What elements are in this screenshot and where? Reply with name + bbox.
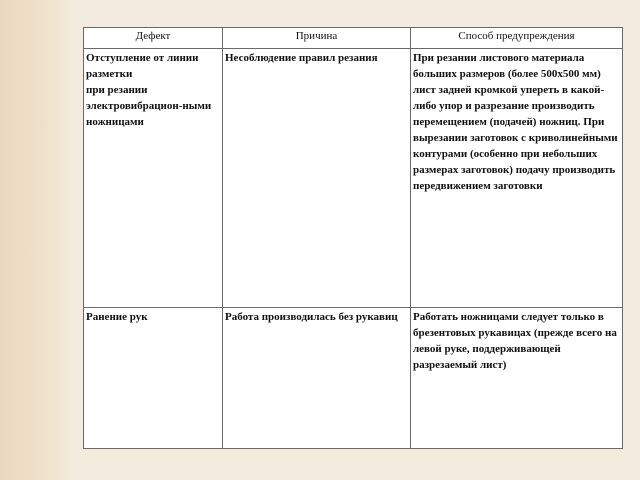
prevention-cell bbox=[411, 308, 623, 449]
defect-cell bbox=[84, 49, 223, 308]
defects-table-container bbox=[83, 27, 622, 447]
header-defect: Дефект bbox=[84, 28, 223, 49]
defects-table bbox=[83, 27, 623, 449]
table-header-row bbox=[84, 28, 623, 49]
header-prevention: Способ предупреждения bbox=[411, 28, 623, 49]
cause-cell bbox=[223, 308, 411, 449]
prevention-text: Работать ножницами следует только в брезентовых рукавицах (прежде всего на левой руке, поддерживающей разрезаемый лист) bbox=[413, 311, 617, 371]
cause-text: Несоблюдение правил резания bbox=[225, 52, 378, 64]
decorative-left-strip bbox=[0, 0, 72, 480]
cause-cell bbox=[223, 49, 411, 308]
prevention-cell bbox=[411, 49, 623, 308]
table-row bbox=[84, 49, 623, 308]
header-cause: Причина bbox=[223, 28, 411, 49]
defect-text: Отступление от линии разметки при резании электровибрацион-ными ножницами bbox=[86, 52, 212, 128]
table-row bbox=[84, 308, 623, 449]
defect-text: Ранение рук bbox=[86, 311, 148, 323]
cause-text: Работа производилась без рукавиц bbox=[225, 311, 398, 323]
prevention-text: При резании листового материала больших размеров (более 500х500 мм) лист задней кромкой упереть в какой-либо упор и разрезание производить перемещением (подачей) ножниц. При вырезании заготовок с криволинейными контурами (особенно при небольших размерах заготовок) подачу производить передвижением заготовки bbox=[413, 52, 618, 192]
defect-cell bbox=[84, 308, 223, 449]
